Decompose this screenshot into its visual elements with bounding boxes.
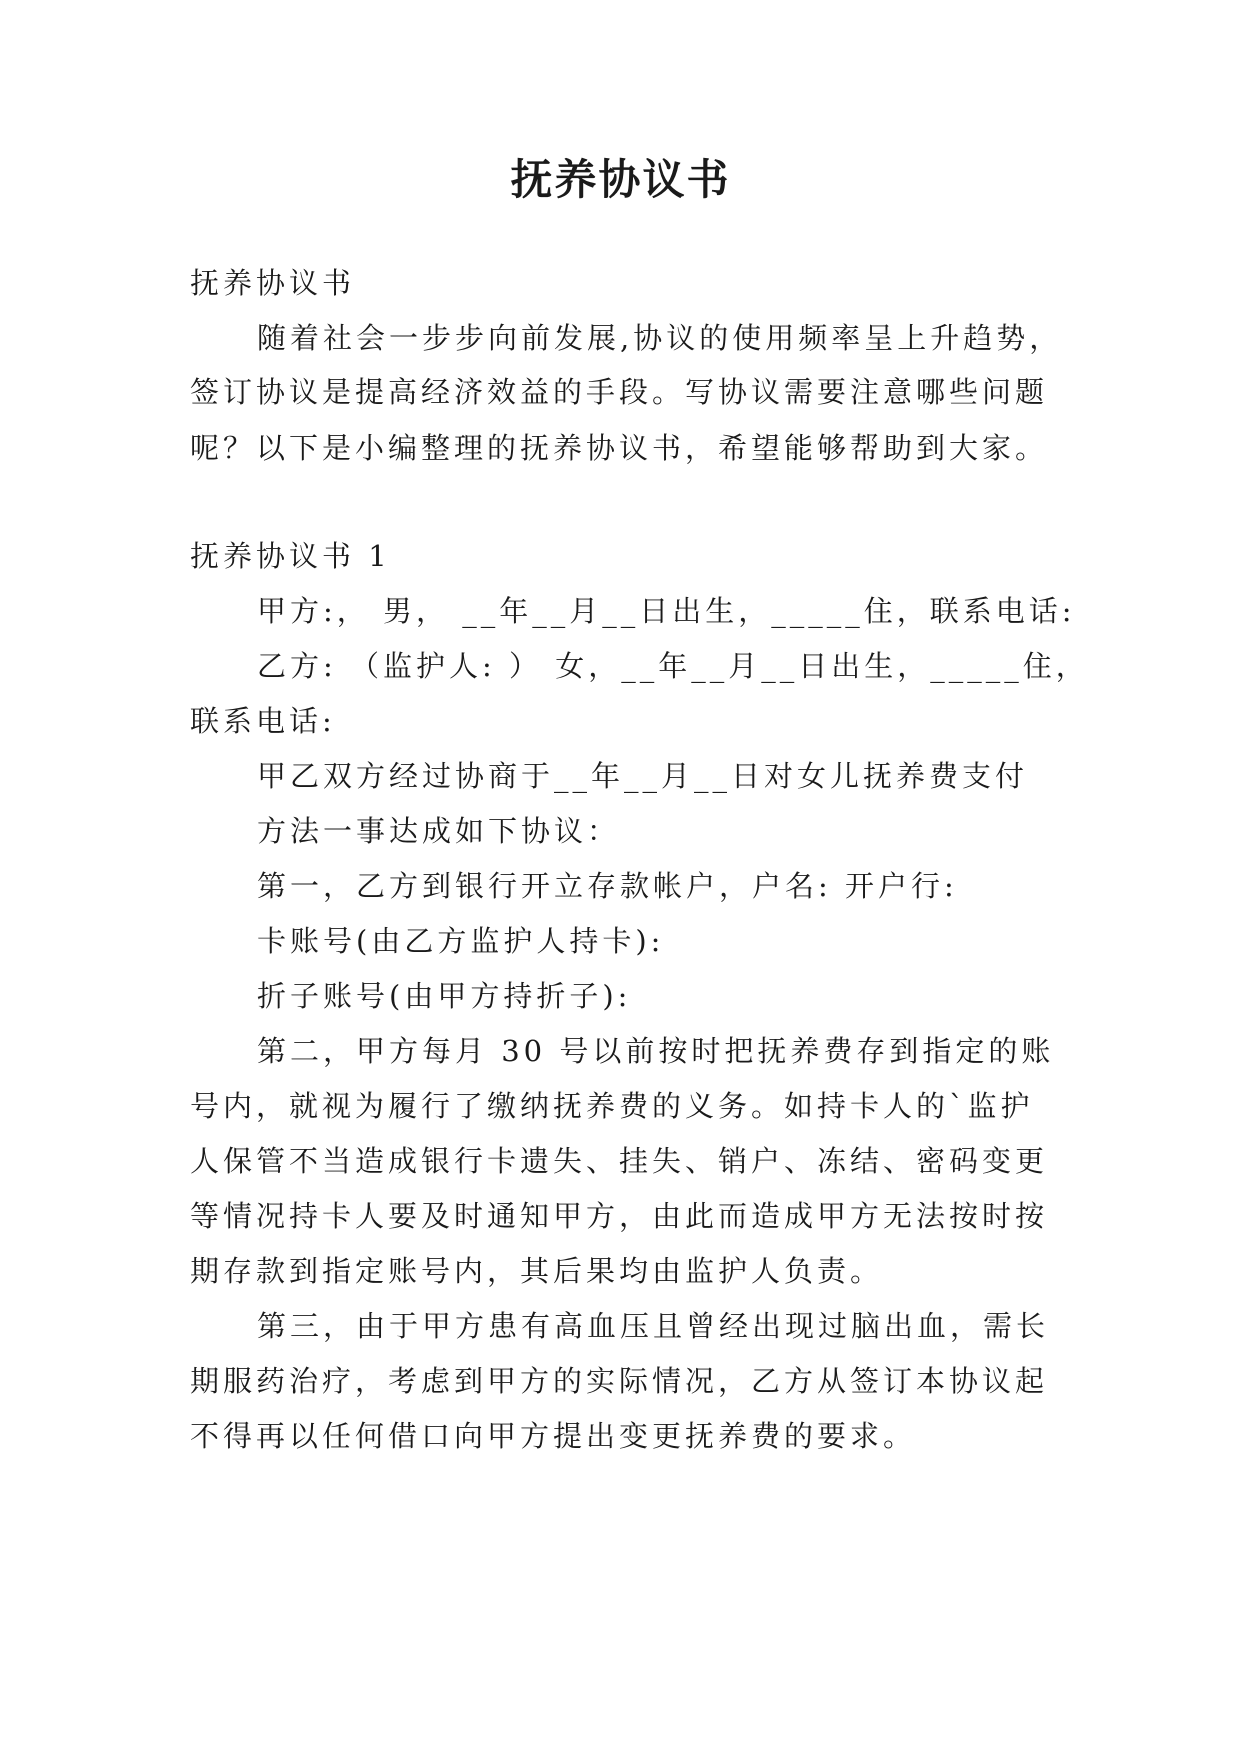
intro-heading: 抚养协议书 [190,266,356,300]
party-b-line: 乙方: （监护人: ） 女，__年__月__日出生，_____住， [257,649,1089,683]
section-heading: 抚养协议书 1 [190,539,391,573]
clause-3-line-2: 期服药治疗，考虑到甲方的实际情况，乙方从签订本协议起 [190,1364,1049,1398]
clause-2-line-5: 期存款到指定账号内，其后果均由监护人负责。 [190,1254,884,1288]
agreement-intro-line-1: 甲乙双方经过协商于__年__月__日对女儿抚养费支付 [257,759,1029,793]
intro-paragraph-line-3: 呢？以下是小编整理的抚养协议书，希望能够帮助到大家。 [190,431,1049,465]
intro-paragraph-line-2: 签订协议是提高经济效益的手段。写协议需要注意哪些问题 [190,375,1049,409]
party-b-phone-line: 联系电话: [190,704,336,738]
intro-paragraph-line-1: 随着社会一步步向前发展,协议的使用频率呈上升趋势， [257,321,1063,355]
clause-2-line-2: 号内，就视为履行了缴纳抚养费的义务。如持卡人的`监护 [190,1089,1034,1123]
clause-1-passbook-account: 折子账号(由甲方持折子): [257,979,632,1013]
clause-1-card-account: 卡账号(由乙方监护人持卡): [257,924,665,958]
clause-1-line-1: 第一，乙方到银行开立存款帐户，户名: 开户行: [257,869,958,903]
clause-2-line-4: 等情况持卡人要及时通知甲方，由此而造成甲方无法按时按 [190,1199,1049,1233]
party-a-line: 甲方:， 男， __年__月__日出生，_____住，联系电话: [257,594,1076,628]
clause-3-line-1: 第三，由于甲方患有高血压且曾经出现过脑出血，需长 [257,1309,1050,1343]
clause-2-line-1: 第二，甲方每月 30 号以前按时把抚养费存到指定的账 [257,1034,1055,1068]
clause-2-line-3: 人保管不当造成银行卡遗失、挂失、销户、冻结、密码变更 [190,1144,1049,1178]
clause-3-line-3: 不得再以任何借口向甲方提出变更抚养费的要求。 [190,1419,917,1453]
document-title: 抚养协议书 [510,155,731,204]
agreement-intro-line-2: 方法一事达成如下协议： [257,814,621,848]
